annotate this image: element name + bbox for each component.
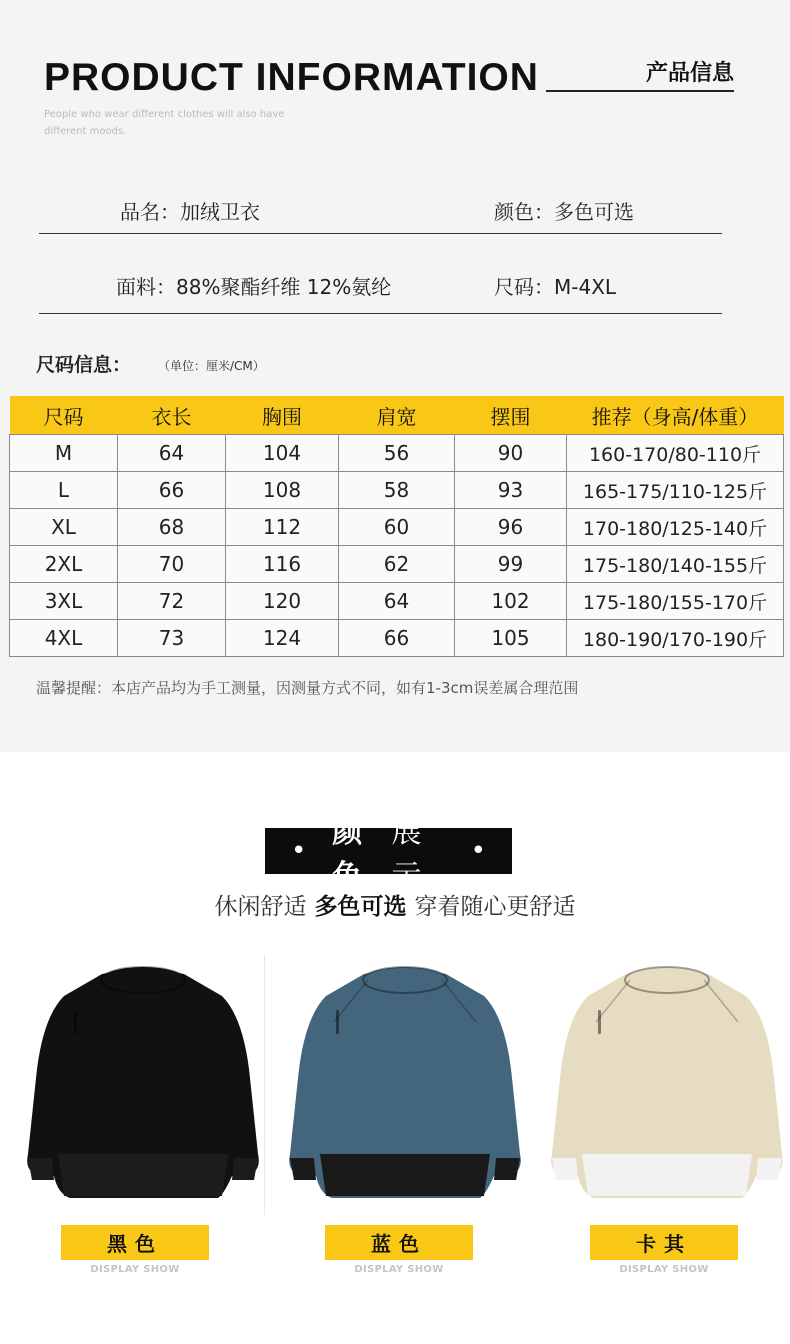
banner-dot-left: • bbox=[291, 836, 307, 866]
column-header: 肩宽 bbox=[339, 396, 455, 435]
table-cell: XL bbox=[10, 509, 118, 546]
spec-name bbox=[120, 196, 260, 225]
table-cell: 175-180/140-155斤 bbox=[567, 546, 784, 583]
subtitle-right: 穿着随心更舒适 bbox=[414, 894, 576, 920]
table-cell: 165-175/110-125斤 bbox=[567, 472, 784, 509]
spec-color-label: 颜色： bbox=[494, 200, 554, 224]
spec-color-value: 多色可选 bbox=[554, 200, 634, 224]
table-cell: 4XL bbox=[10, 620, 118, 657]
color-label-blue: 蓝色 bbox=[325, 1225, 473, 1260]
color-subtitle bbox=[0, 888, 790, 921]
column-header: 摆围 bbox=[455, 396, 567, 435]
table-cell: 116 bbox=[226, 546, 339, 583]
table-cell: 72 bbox=[118, 583, 226, 620]
table-cell: 66 bbox=[339, 620, 455, 657]
table-cell: 112 bbox=[226, 509, 339, 546]
spec-size-value: M-4XL bbox=[554, 275, 617, 299]
sweatshirt-black-image bbox=[18, 958, 268, 1216]
banner-dot-right: • bbox=[470, 836, 486, 866]
table-cell: 64 bbox=[118, 435, 226, 472]
banner-title-bold: 颜色 bbox=[332, 815, 363, 894]
spec-divider-2 bbox=[39, 313, 722, 314]
table-cell: 108 bbox=[226, 472, 339, 509]
size-info-title: 尺码信息： bbox=[36, 354, 132, 376]
spec-name-label: 品名： bbox=[120, 200, 180, 224]
table-cell: 90 bbox=[455, 435, 567, 472]
color-label-black: 黑色 bbox=[61, 1225, 209, 1260]
table-cell: 70 bbox=[118, 546, 226, 583]
spec-size-label: 尺码： bbox=[494, 275, 554, 299]
table-row bbox=[10, 435, 784, 472]
table-row bbox=[10, 620, 784, 657]
size-table-header bbox=[10, 396, 784, 435]
spec-size bbox=[494, 271, 616, 300]
spec-color bbox=[494, 196, 634, 225]
table-cell: 58 bbox=[339, 472, 455, 509]
banner-title-light: 展示 bbox=[391, 815, 422, 894]
table-cell: 104 bbox=[226, 435, 339, 472]
size-table bbox=[9, 396, 784, 657]
product-image-blue bbox=[280, 958, 530, 1216]
table-cell: 124 bbox=[226, 620, 339, 657]
subtitle-bold: 多色可选 bbox=[314, 894, 407, 920]
spec-fabric-value: 88%聚酯纤维 12%氨纶 bbox=[176, 275, 392, 299]
color-label-khaki: 卡其 bbox=[590, 1225, 738, 1260]
table-cell: 66 bbox=[118, 472, 226, 509]
column-header: 胸围 bbox=[226, 396, 339, 435]
display-show-caption: DISPLAY SHOW bbox=[354, 1264, 444, 1275]
table-cell: 102 bbox=[455, 583, 567, 620]
table-row bbox=[10, 509, 784, 546]
spec-divider-1 bbox=[39, 233, 722, 234]
table-cell: 96 bbox=[455, 509, 567, 546]
table-cell: 3XL bbox=[10, 583, 118, 620]
product-image-black bbox=[18, 958, 268, 1216]
table-cell: L bbox=[10, 472, 118, 509]
table-cell: 64 bbox=[339, 583, 455, 620]
table-cell: 170-180/125-140斤 bbox=[567, 509, 784, 546]
table-cell: 56 bbox=[339, 435, 455, 472]
table-cell: 93 bbox=[455, 472, 567, 509]
spec-name-value: 加绒卫衣 bbox=[180, 200, 260, 224]
sweatshirt-blue-image bbox=[280, 958, 530, 1216]
table-row bbox=[10, 583, 784, 620]
table-cell: 60 bbox=[339, 509, 455, 546]
sweatshirt-blue-body bbox=[289, 967, 521, 1198]
spec-fabric-label: 面料： bbox=[116, 275, 176, 299]
column-header: 推荐（身高/体重） bbox=[567, 396, 784, 435]
display-show-caption: DISPLAY SHOW bbox=[90, 1264, 180, 1275]
sweatshirt-black-body bbox=[27, 967, 259, 1198]
sweatshirt-khaki-body bbox=[551, 967, 783, 1198]
tagline: People who wear different clothes will also have different moods. bbox=[44, 109, 285, 137]
column-header: 衣长 bbox=[118, 396, 226, 435]
table-cell: 99 bbox=[455, 546, 567, 583]
headline-en: PRODUCT INFORMATION bbox=[44, 56, 539, 99]
table-cell: 180-190/170-190斤 bbox=[567, 620, 784, 657]
size-info-unit: （单位：厘米/CM） bbox=[158, 359, 265, 373]
table-row bbox=[10, 472, 784, 509]
column-header: 尺码 bbox=[10, 396, 118, 435]
table-row bbox=[10, 546, 784, 583]
sweatshirt-khaki-image bbox=[542, 958, 790, 1216]
table-cell: 160-170/80-110斤 bbox=[567, 435, 784, 472]
spec-fabric bbox=[116, 271, 391, 300]
table-cell: 175-180/155-170斤 bbox=[567, 583, 784, 620]
color-display-banner bbox=[265, 815, 512, 894]
product-image-khaki bbox=[542, 958, 790, 1216]
display-show-caption: DISPLAY SHOW bbox=[619, 1264, 709, 1275]
headline-cn: 产品信息 bbox=[645, 61, 734, 86]
table-cell: 73 bbox=[118, 620, 226, 657]
table-cell: 105 bbox=[455, 620, 567, 657]
table-cell: 68 bbox=[118, 509, 226, 546]
subtitle-left: 休闲舒适 bbox=[214, 894, 307, 920]
table-cell: M bbox=[10, 435, 118, 472]
table-cell: 2XL bbox=[10, 546, 118, 583]
table-cell: 62 bbox=[339, 546, 455, 583]
table-cell: 120 bbox=[226, 583, 339, 620]
headline-underline bbox=[546, 90, 734, 92]
measurement-reminder: 温馨提醒：本店产品均为手工测量，因测量方式不同，如有1-3cm误差属合理范围 bbox=[36, 679, 579, 697]
